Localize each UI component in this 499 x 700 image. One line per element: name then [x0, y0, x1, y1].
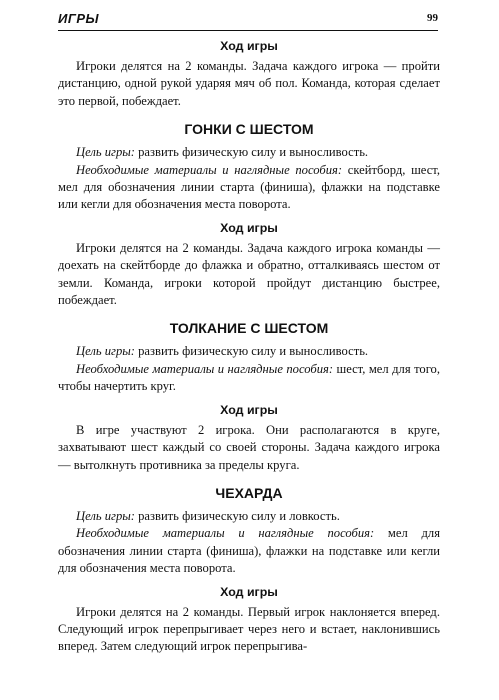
goal-label: Цель игры: [76, 344, 135, 359]
paragraph-game-progress: В игре участвуют 2 игрока. Они располагаются в круге, захватывают шест каждый со своей стороны. Задача каждого игрока — вытолкнуть противника за пределы круга. [58, 422, 440, 472]
goal-text: развить физическую силу и выносливость. [134, 344, 369, 359]
goal-text: развить физическую силу и ловкость. [134, 508, 340, 523]
materials-text: мел для обозначения линии старта (финиша), флажки на подставке или кегли для обозначения места поворота. [58, 526, 440, 576]
subheading-game-progress: Ход игры [220, 39, 278, 53]
page-content [58, 38, 440, 656]
subheading-game-progress: Ход игры [220, 584, 278, 599]
running-title: ИГРЫ [58, 11, 99, 26]
goal-label: Цель игры: [76, 145, 135, 160]
goal-paragraph [58, 343, 440, 360]
goal-text: развить физическую силу и выносливость. [134, 145, 369, 160]
materials-label: Необходимые материалы и наглядные пособия: [76, 162, 343, 177]
paragraph-game-progress: Игроки делятся на 2 команды. Первый игрок наклоняется вперед. Следующий игрок перепрыгивает через него и встает, наклонившись вперед. Затем следующий игрок перепрыгива- [58, 604, 440, 654]
materials-paragraph [58, 525, 440, 577]
goal-label: Цель игры: [76, 508, 135, 523]
paragraph-game-progress: Игроки делятся на 2 команды. Задача каждого игрока команды — доехать на скейтборде до флажка и обратно, отталкиваясь шестом от земли. Команда, игроки которой пройдут дистанцию быстрее, побеждает. [58, 240, 440, 308]
materials-text: шест, мел для того, чтобы начертить круг. [58, 361, 440, 394]
page-number: 99 [427, 12, 438, 24]
subheading-game-progress: Ход игры [220, 220, 278, 235]
paragraph-game-progress: Игроки делятся на 2 команды. Задача каждого игрока — пройти дистанцию, одной рукой ударяя мяч об пол. Команда, которая сделает это первой, побеждает. [58, 59, 440, 108]
game-title: ЧЕХАРДА [215, 484, 283, 501]
goal-paragraph [58, 144, 440, 161]
materials-label: Необходимые материалы и наглядные пособия: [76, 526, 375, 541]
game-title: ГОНКИ С ШЕСТОМ [184, 121, 314, 138]
materials-paragraph [58, 361, 440, 396]
subheading-game-progress: Ход игры [220, 402, 278, 417]
materials-paragraph [58, 162, 440, 214]
materials-label: Необходимые материалы и наглядные пособия: [76, 361, 334, 376]
materials-text: скейтборд, шест, мел для обозначения линии старта (финиша), флажки на подставке или кегли для обозначения места поворота. [58, 162, 441, 212]
game-title: ТОЛКАНИЕ С ШЕСТОМ [169, 320, 329, 337]
goal-paragraph [58, 508, 440, 525]
page-header [58, 8, 438, 31]
